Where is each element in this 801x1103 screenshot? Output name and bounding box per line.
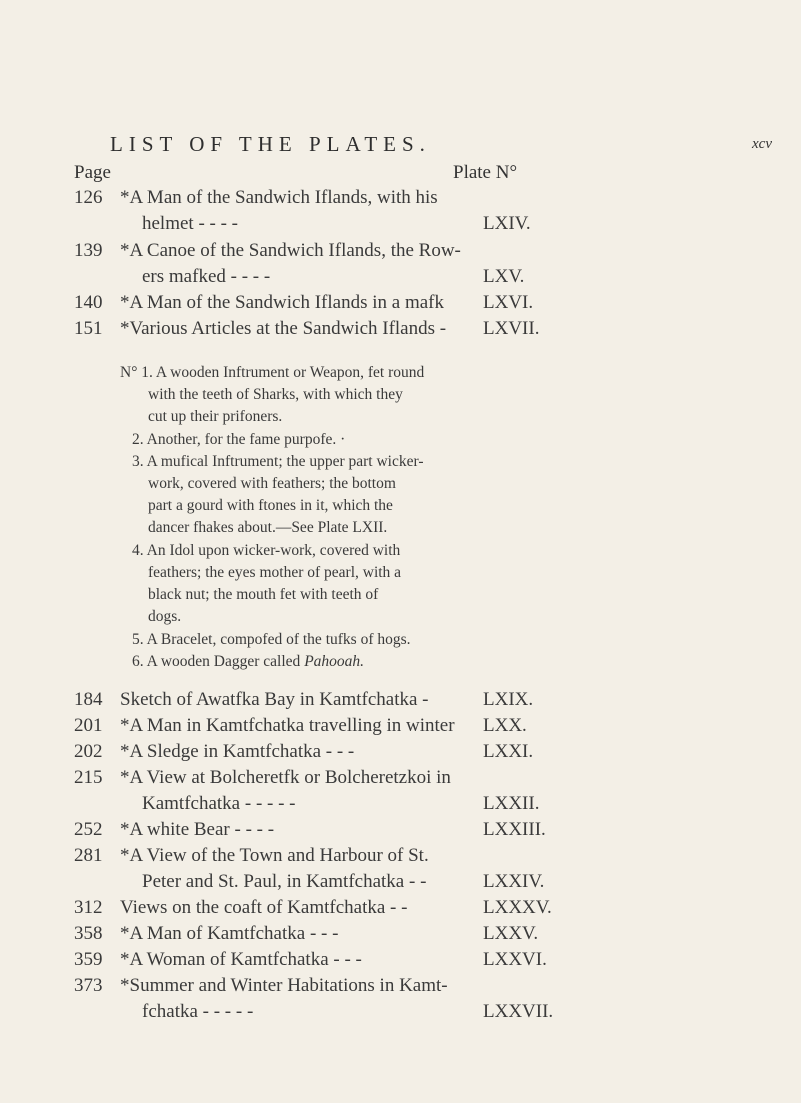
sub-item-line: dogs. [148, 608, 182, 625]
entry-page: 139 [74, 240, 103, 261]
entry-page: 201 [74, 715, 103, 736]
entry-description: Sketch of Awatfka Bay in Kamtfchatka - [120, 689, 429, 710]
sub-item-line: 2. Another, for the fame purpofe. · [132, 431, 346, 448]
entry-page: 358 [74, 923, 103, 944]
entry-plate: LXXVI. [483, 949, 547, 970]
entry-page: 281 [74, 845, 103, 866]
entry-description: *A View of the Town and Harbour of St. [120, 845, 429, 866]
sub-item-line: 3. A mufical Inftrument; the upper part wicker- [132, 453, 424, 470]
entry-plate: LXXVII. [483, 1001, 554, 1022]
entry-page: 252 [74, 819, 103, 840]
entry-description-cont: Kamtfchatka - - - - - [142, 793, 296, 814]
entry-page: 184 [74, 689, 103, 710]
entry-page: 126 [74, 187, 103, 208]
entry-description: *Various Articles at the Sandwich Iflands - [120, 318, 447, 339]
entry-plate: LXX. [483, 715, 527, 736]
entry-page: 151 [74, 318, 103, 339]
entry-plate: LXVII. [483, 318, 540, 339]
entry-plate: LXXXV. [483, 897, 552, 918]
entry-plate: LXXIV. [483, 871, 545, 892]
sub-item-line: 5. A Bracelet, compofed of the tufks of hogs. [132, 631, 411, 648]
entry-description: Views on the coaft of Kamtfchatka - - [120, 897, 408, 918]
entry-plate: LXIV. [483, 213, 531, 234]
sub-item-line: 4. An Idol upon wicker-work, covered with [132, 542, 401, 559]
sub-item-line: work, covered with feathers; the bottom [148, 475, 396, 492]
sub-item-line: cut up their prifoners. [148, 408, 283, 425]
entry-page: 312 [74, 897, 103, 918]
entry-page: 215 [74, 767, 103, 788]
entry-description: *A Canoe of the Sandwich Iflands, the Row- [120, 240, 461, 261]
entry-page: 359 [74, 949, 103, 970]
entry-description-cont: ers mafked - - - - [142, 266, 271, 287]
page-number: xcv [752, 136, 772, 152]
entry-description: *A Man of the Sandwich Iflands, with his [120, 187, 438, 208]
sub-item-line [132, 653, 364, 671]
entry-description: *A Man of Kamtfchatka - - - [120, 923, 339, 944]
sub-item-line: part a gourd with ftones in it, which the [148, 497, 393, 514]
entry-plate: LXXI. [483, 741, 534, 762]
sub-item-line: feathers; the eyes mother of pearl, with a [148, 564, 402, 581]
entry-description-cont: fchatka - - - - - [142, 1001, 254, 1022]
entry-description: *A Sledge in Kamtfchatka - - - [120, 741, 355, 762]
entry-description: *Summer and Winter Habitations in Kamt- [120, 975, 448, 996]
entry-description: *A Man in Kamtfchatka travelling in winter [120, 715, 455, 736]
entry-plate: LXIX. [483, 689, 534, 710]
entry-plate: LXVI. [483, 292, 534, 313]
entry-page: 202 [74, 741, 103, 762]
entry-page: 373 [74, 975, 103, 996]
entry-description: *A View at Bolcheretfk or Bolcheretzkoi in [120, 767, 451, 788]
entry-page: 140 [74, 292, 103, 313]
entry-plate: LXXII. [483, 793, 540, 814]
sub-item-text: 6. A wooden Dagger called [132, 653, 305, 670]
entry-description-cont: helmet - - - - [142, 213, 239, 234]
column-header-page: Page [74, 162, 111, 183]
sub-item-line: N° 1. A wooden Inftrument or Weapon, fet round [120, 364, 425, 381]
page-title: LIST OF THE PLATES. [110, 132, 431, 156]
entry-plate: LXXIII. [483, 819, 546, 840]
entry-description-cont: Peter and St. Paul, in Kamtfchatka - - [142, 871, 427, 892]
entry-description: *A Man of the Sandwich Iflands in a mafk [120, 292, 444, 313]
sub-item-line: dancer fhakes about.—See Plate LXII. [148, 519, 388, 536]
pahooah-italic: Pahooah. [304, 653, 365, 670]
entry-description: *A white Bear - - - - [120, 819, 275, 840]
entry-plate: LXXV. [483, 923, 539, 944]
column-header-plate: Plate N° [453, 162, 518, 183]
entry-description: *A Woman of Kamtfchatka - - - [120, 949, 362, 970]
sub-item-line: with the teeth of Sharks, with which they [148, 386, 403, 403]
sub-item-line: black nut; the mouth fet with teeth of [148, 586, 379, 603]
entry-plate: LXV. [483, 266, 525, 287]
